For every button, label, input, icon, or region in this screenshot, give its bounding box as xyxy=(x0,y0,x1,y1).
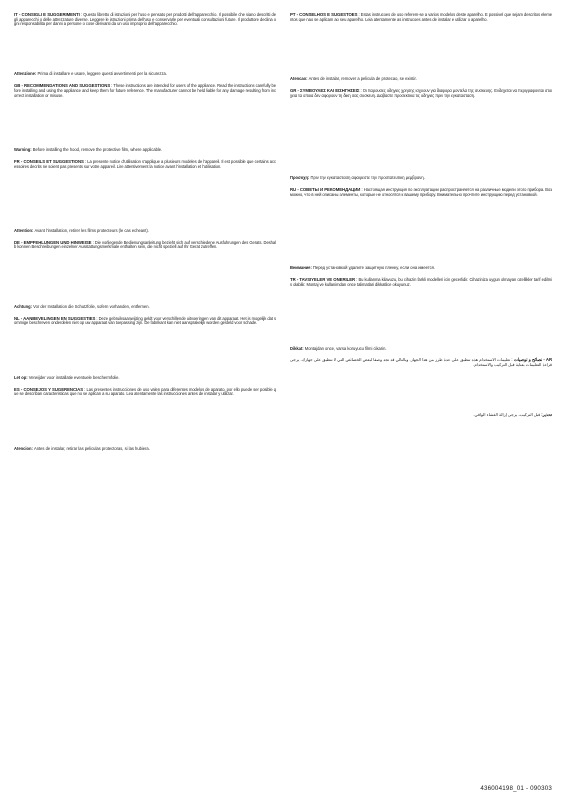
section-warning xyxy=(14,376,276,381)
warning-label: Attention: xyxy=(14,227,35,233)
section-heading: ES - CONSEJOS Y SUGERENCIAS xyxy=(14,386,84,392)
language-section xyxy=(290,187,552,271)
section-heading: TR - TAVSIYELER VE ONERILER xyxy=(290,276,356,282)
section-warning xyxy=(14,72,276,77)
language-section xyxy=(290,277,552,352)
section-heading: RU - СОВЕТЫ И РЕКОМЕНДАЦИИ xyxy=(290,187,361,193)
section-warning xyxy=(14,148,276,153)
section-heading: GR - ΣΥΜΒΟΥΛΕΣ ΚΑΙ ΕΙΣΗΓΗΣΕΙΣ xyxy=(290,87,360,93)
warning-text: Vor der Installation die Schutzfolie, sofern vorhanden, entfernen. xyxy=(33,303,150,309)
language-section xyxy=(14,387,276,452)
warning-label: Προσοχη: xyxy=(290,175,311,181)
section-intro: : These instructions are intended for users of the appliance. Read the instructions carefully before installing and using the appliance and keep them for future reference. The manufacturer cannot be held liable for any damage resulting from incorrect installation or misuse. xyxy=(14,83,276,98)
warning-text: Verwijder voor installatie eventuele beschermfolie. xyxy=(28,375,120,380)
language-section xyxy=(290,12,552,82)
language-section xyxy=(14,83,276,153)
section-intro: : تعليمات الاستخدام هذه تنطبق على عدة طرز من هذا الجهاز. وبالتالي قد تجد وصفا لبعض الخصائص التي لا تنطبق على جهازك. يرجى قراءة التعليمات بعناية قبل التركيب والاستخدام. xyxy=(290,357,552,368)
section-intro: : Las presentes instrucciones de uso valen para diferentes modelos de aparato, por ello puede ser posible que se describan caracteristicas que no se aplican a su aparato. Lea atentamente las instrucciones antes de instalar y utilizar. xyxy=(14,386,276,397)
section-warning xyxy=(290,266,552,271)
document-code: 436004198_01 - 090303 xyxy=(480,785,552,792)
warning-label: Dikkat: xyxy=(290,345,305,351)
section-text xyxy=(14,316,276,376)
section-warning xyxy=(14,305,276,310)
language-section xyxy=(14,12,276,77)
section-text xyxy=(290,88,552,176)
section-heading: DE - EMPFEHLUNGEN UND HINWEISE xyxy=(14,239,92,245)
warning-text: Prima di installare e usare, leggere questi avvertimenti per la sicurezza. xyxy=(37,71,167,77)
section-warning xyxy=(290,77,552,82)
section-text xyxy=(290,277,552,347)
warning-text: Avant l'installation, retirer les films protecteurs (le cas echeant). xyxy=(34,227,149,233)
language-section xyxy=(14,316,276,381)
section-warning xyxy=(14,229,276,234)
warning-label: Let op: xyxy=(14,375,29,380)
warning-label: Atencion: xyxy=(14,446,35,452)
language-section xyxy=(14,159,276,234)
language-section xyxy=(290,88,552,181)
left-column xyxy=(14,12,276,458)
warning-label: Atencao: xyxy=(290,76,309,82)
section-warning xyxy=(290,176,552,181)
section-warning xyxy=(290,413,552,418)
section-text xyxy=(14,12,276,72)
warning-text: Antes de instalar, remover a pelicula de protecao, se existir. xyxy=(308,76,417,82)
warning-label: Attenzione: xyxy=(14,71,38,77)
warning-label: تحذير: xyxy=(540,412,552,418)
section-heading: FR - CONSEILS ET SUGGESTIONS xyxy=(14,159,84,165)
section-heading: IT - CONSIGLI E SUGGERIMENTI xyxy=(14,12,80,17)
warning-label: Achtung: xyxy=(14,303,34,309)
section-text xyxy=(14,240,276,305)
section-intro: : Deze gebruiksaanwijzing geldt voor verschillende uitvoeringen van dit apparaat. Het is mogelijk dat sommige beschreven onderdelen niet op uw apparaat van toepassing zijn. De fabrikant kan niet aansprakelijk worden gesteld voor schade. xyxy=(14,315,276,326)
section-warning xyxy=(290,347,552,352)
section-intro: : Questo libretto di istruzioni per l'uso e pensato per prodotti dell'apparecchio. Il possibile che siano descritti degli apparecchi o delle attrezzature diverse. Leggere le istruzioni prima dell'uso e conservarle per eventuali consultazioni future. Il produttore declina ogni responsabilita per danni a persone o cose derivanti da un uso improprio dell'apparecchio. xyxy=(14,12,276,27)
section-intro: : Bu kullanma kilavuzu, bu cihazin farkli modelleri icin gecerlidir. Cihaziniza uygun olmayan ozellikler tarif edilmis olabilir. Montaj ve kullanimdan once talimatlari dikkatlice okuyunuz. xyxy=(290,276,552,287)
warning-text: Before installing the hood, remove the protective film, where applicable. xyxy=(32,147,163,153)
section-text xyxy=(14,159,276,229)
section-text xyxy=(290,187,552,266)
language-section xyxy=(14,240,276,310)
section-intro: : Die vorliegende Bedienungsanleitung bezieht sich auf verschiedene Ausfuhrungen des Gerats. Deshalb konnen Beschreibungen einzelner Ausstattungsmerkmale enthalten sein, die nicht speziell auf Ihr Gerat zutreffen. xyxy=(14,239,276,250)
manual-page xyxy=(14,12,552,788)
right-column xyxy=(290,12,552,424)
section-heading: AR - نصائح و توصيات xyxy=(513,357,552,363)
warning-text: Antes de instalar, retirar las peliculas protectoras, si las hubiera. xyxy=(34,446,150,452)
section-heading: NL - AANBEVELINGEN EN SUGGESTIES xyxy=(14,315,96,321)
section-text xyxy=(14,387,276,447)
section-warning xyxy=(14,447,276,452)
warning-label: Warning: xyxy=(14,147,33,153)
language-section xyxy=(290,357,552,418)
warning-text: قبل التركيب، يرجى إزالة الغشاء الواقي. xyxy=(473,412,541,418)
section-intro: : Estas instrucoes de uso referem-se a varios modelos deste aparelho. E possivel que sejam descritos elementos que nao se aplicam ao seu aparelho. Leia atentamente as instrucoes antes de instalar e utilizar o aparelho. xyxy=(290,12,552,22)
section-intro: : Οι παρουσες οδηγιες χρησης ισχυουν για διαφορα μοντελα της συσκευης. Ενδεχεται να περιγραφονται στοιχεια τα οποια δεν αφορουν τη δικη σας συσκευη. Διαβαστε προσεκτικα τις οδηγιες πριν την εγκατασταση. xyxy=(290,87,552,98)
warning-text: Перед установкой удалите защитную пленку, если она имеется. xyxy=(312,265,436,271)
section-text xyxy=(290,357,552,413)
section-intro: : La presente notice d'utilisation s'applique a plusieurs modeles de l'appareil. Il est possible que certains accessoires decrits ne soient pas presents sur votre appareil. Lire attentivement la notice avant l'installation et l'utilisation. xyxy=(14,159,276,169)
section-text xyxy=(14,83,276,148)
warning-text: Πριν την εγκατασταση αφαιρεστε την προστατευτικη μεμβρανη. xyxy=(310,175,425,181)
warning-text: Montajdan once, varsa koruyucu filmi cikarin. xyxy=(304,345,387,351)
warning-label: Внимание: xyxy=(290,265,313,271)
section-heading: PT - CONSELHOS E SUGESTOES xyxy=(290,12,358,17)
section-intro: : Настоящая инструкция по эксплуатации распространяется на различные модели этого прибора. Возможно, что в ней описаны элементы, которые не относятся к вашему прибору. Внимательно прочтите инструкцию перед установкой. xyxy=(290,187,552,197)
section-text xyxy=(290,12,552,77)
section-heading: GB - RECOMMENDATIONS AND SUGGESTIONS xyxy=(14,83,111,89)
